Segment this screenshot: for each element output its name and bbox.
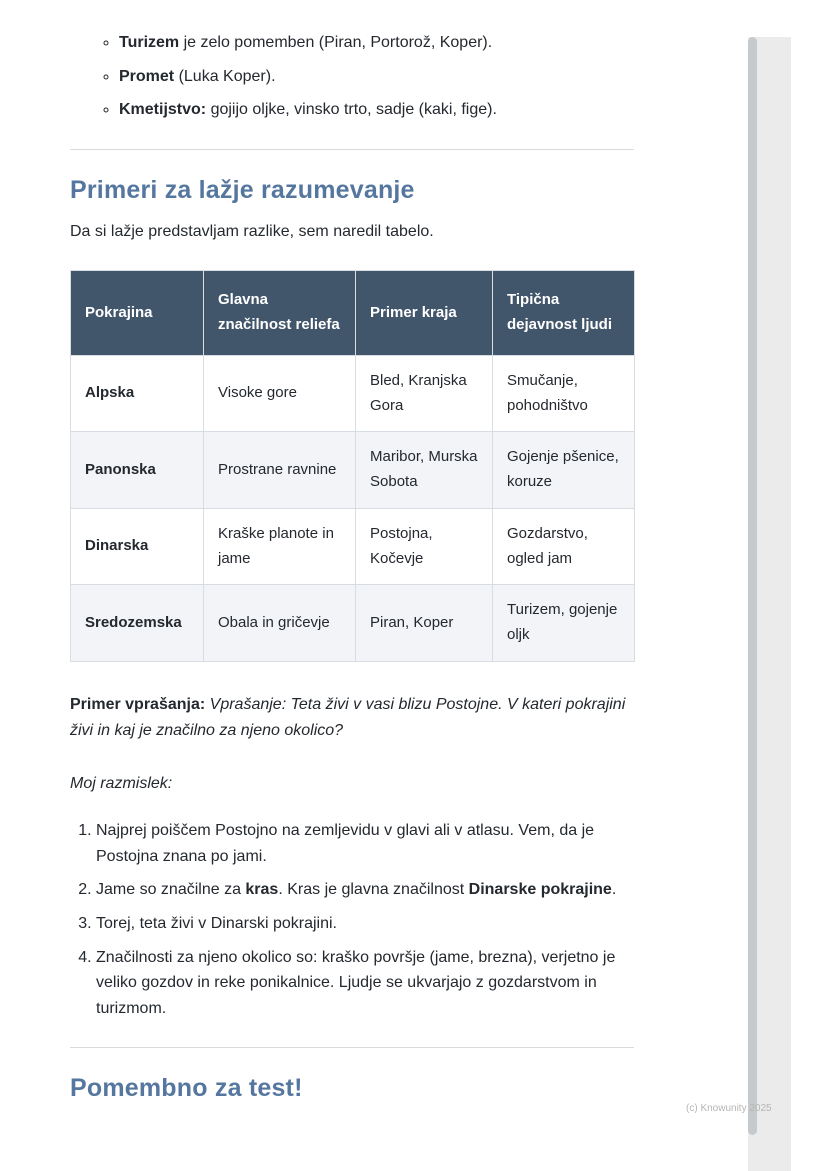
reasoning-step <box>96 911 634 937</box>
table-cell: Sredozemska <box>71 585 204 662</box>
table-cell: Bled, Kranjska Gora <box>356 355 493 432</box>
table-cell: Turizem, gojenje oljk <box>493 585 635 662</box>
table-cell: Kraške planote in jame <box>204 508 356 585</box>
list-item-text: gojijo oljke, vinsko trto, sadje (kaki, fige). <box>206 101 497 119</box>
list-item <box>119 30 634 56</box>
regions-table <box>70 270 635 662</box>
table-cell: Visoke gore <box>204 355 356 432</box>
table-header-cell: Tipična dejavnost ljudi <box>493 271 635 356</box>
table-cell: Gozdarstvo, ogled jam <box>493 508 635 585</box>
step-text: Jame so značilne za <box>96 881 246 899</box>
watermark: (c) Knowunity 2025 <box>686 1103 772 1114</box>
table-cell: Prostrane ravnine <box>204 432 356 509</box>
question-label: Primer vprašanja: <box>70 695 206 713</box>
table-cell: Maribor, Murska Sobota <box>356 432 493 509</box>
step-text: Značilnosti za njeno okolico so: kraško površje (jame, brezna), verjetno je veliko gozdov in reke ponikalnice. Ljudje se ukvarjajo z gozdarstvom in turizmom. <box>96 948 616 1017</box>
topic-list <box>70 30 634 123</box>
table-row <box>71 432 635 509</box>
question-text: Vprašanje: Teta živi v vasi blizu Postojne. V kateri pokrajini živi in kaj je značilno za njeno okolico? <box>70 695 626 740</box>
table-header-cell: Glavna značilnost reliefa <box>204 271 356 356</box>
list-item-text: je zelo pomemben (Piran, Portorož, Koper). <box>179 34 493 51</box>
step-text: . <box>611 881 617 899</box>
table-cell: Piran, Koper <box>356 585 493 662</box>
table-row <box>71 355 635 432</box>
table-row <box>71 508 635 585</box>
table-cell: Obala in gričevje <box>204 585 356 662</box>
list-item <box>119 64 634 90</box>
step-term: Dinarske pokrajine <box>468 881 612 899</box>
table-cell: Alpska <box>71 355 204 432</box>
section-heading-important: Pomembno za test! <box>70 1074 303 1103</box>
step-text: . Kras je glavna značilnost <box>278 881 469 899</box>
step-text: Najprej poiščem Postojno na zemljevidu v glavi ali v atlasu. Vem, da je Postojna znana po jami. <box>96 822 595 865</box>
example-question <box>70 692 634 745</box>
reasoning-label: Moj razmislek: <box>70 774 173 792</box>
table-header-cell: Pokrajina <box>71 271 204 356</box>
reasoning-step <box>96 877 634 903</box>
table-cell: Smučanje, pohodništvo <box>493 355 635 432</box>
reasoning-steps <box>70 818 634 1021</box>
reasoning-step <box>96 945 634 1022</box>
table-cell: Dinarska <box>71 508 204 585</box>
list-item-term: Promet <box>119 67 175 85</box>
list-item-text: (Luka Koper). <box>174 67 276 85</box>
reasoning-step <box>96 818 634 869</box>
table-header-cell: Primer kraja <box>356 271 493 356</box>
section-divider <box>70 149 634 150</box>
table-cell: Gojenje pšenice, koruze <box>493 432 635 509</box>
section-heading-examples: Primeri za lažje razumevanje <box>70 175 415 204</box>
table-cell: Panonska <box>71 432 204 509</box>
section-divider <box>70 1047 634 1048</box>
table-row <box>71 585 635 662</box>
scrollbar-thumb[interactable] <box>748 37 757 1135</box>
list-item-term: Kmetijstvo: <box>119 101 207 119</box>
list-item-term: Turizem <box>119 34 180 51</box>
step-text: Torej, teta živi v Dinarski pokrajini. <box>96 915 337 933</box>
section-intro-text: Da si lažje predstavljam razlike, sem naredil tabelo. <box>70 222 434 240</box>
table-cell: Postojna, Kočevje <box>356 508 493 585</box>
step-term: kras <box>245 881 279 899</box>
table-header-row <box>71 271 635 356</box>
list-item <box>119 97 634 123</box>
document-page <box>70 0 634 1103</box>
